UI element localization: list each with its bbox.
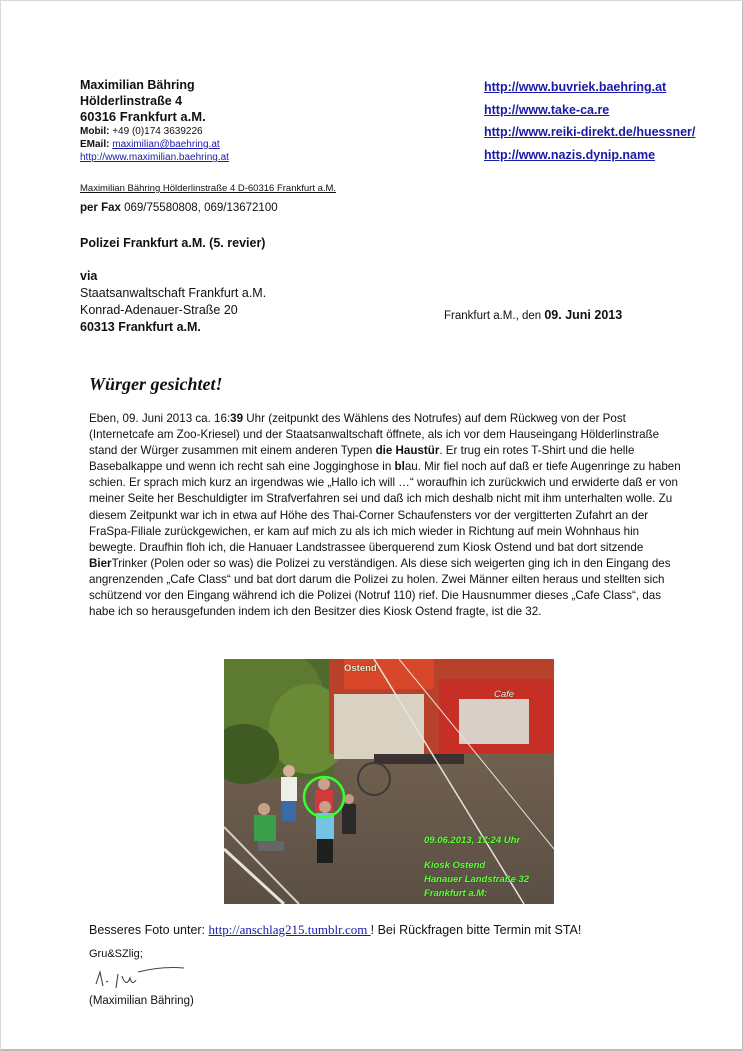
weblinks xyxy=(484,76,695,166)
date-prefix: Frankfurt a.M., den xyxy=(444,310,542,322)
weblink-take-care[interactable]: http://www.take-ca.re xyxy=(484,102,610,117)
sender-name: Maximilian Bähring xyxy=(80,78,195,92)
fax-numbers: 069/75580808, 069/13672100 xyxy=(124,202,278,214)
weblink-buvriek[interactable]: http://www.buvriek.baehring.at xyxy=(484,80,667,94)
signature-name: (Maximilian Bähring) xyxy=(89,995,194,1007)
sender-block xyxy=(80,77,229,164)
via-block xyxy=(80,268,266,336)
weblink-reiki[interactable]: http://www.reiki-direkt.de/huessner/ xyxy=(484,125,696,139)
body-part-4: au. Mir fiel noch auf daß er tiefe Augenringe zu haben schien. Er sprach mich kurz an irgendwas wie „Hallo ich will …“ woraufhin ich zurückwich und erwiderte daß er von meiner Seite her Beschuldigter im Strafverfahren sei und daß ich mich deshalb nicht mit ihm unterhalten wolle. Zu diesem Zeitpunkt war ich in etwa auf Höhe des Thai-Corner Schaufensters vor der vergitterten Zufahrt an der FraSpa-Filiale zurückgewichen, er kam auf mich zu als ich mich wieder in Richtung auf mein Wohnhaus hin bewegte. Draufhin floh ich, die Hanuaer Landstrassee überquerend zum Kiosk Ostend und bat dort sitzende xyxy=(89,460,681,554)
sender-city: 60316 Frankfurt a.M. xyxy=(80,109,206,124)
email-label: EMail: xyxy=(80,139,110,150)
recipient: Polizei Frankfurt a.M. (5. revier) xyxy=(80,236,266,250)
body-part-1: Eben, 09. Juni 2013 ca. 16: xyxy=(89,412,231,425)
fax-line xyxy=(80,202,278,214)
photo-timestamp: 09.06.2013, 17:24 Uhr xyxy=(424,835,521,846)
street-photo xyxy=(224,659,554,904)
via-line3: 60313 Frankfurt a.M. xyxy=(80,320,201,334)
sender-email xyxy=(80,138,229,151)
body-part-2: Uhr (zeitpunkt des Wählens des Notrufes) auf dem Rückweg von der Post (Internetcafe am Zoo-Kriesel) und der Staatsanwaltschaft öffnete, als ich vor dem Hauseingang Hölderlinstraße stand der Würger zusammen mit einem anderen Typen xyxy=(89,412,660,458)
cafe-sign: Cafe xyxy=(494,689,515,700)
greeting: Gru&SZlig; xyxy=(89,948,143,960)
date-line xyxy=(444,308,622,322)
sender-street: Hölderlinstraße 4 xyxy=(80,94,183,108)
photo-city: Frankfurt a.M: xyxy=(424,888,488,899)
shop-sign: Ostend xyxy=(344,663,377,674)
sender-website xyxy=(80,151,229,164)
fax-label: per Fax xyxy=(80,202,121,214)
email-link[interactable]: maximilian@baehring.at xyxy=(112,139,220,150)
footer-text-before: Besseres Foto unter: xyxy=(89,923,209,937)
body-bold-4: Bier xyxy=(89,556,112,570)
footer-photo-link[interactable]: http://anschlag215.tumblr.com xyxy=(208,922,371,937)
footer-line xyxy=(89,922,581,938)
handwritten-signature xyxy=(92,962,192,994)
footer-text-after: ! Bei Rückfragen bitte Termin mit STA! xyxy=(370,923,582,937)
website-link[interactable]: http://www.maximilian.baehring.at xyxy=(80,152,229,163)
via-line1: Staatsanwaltschaft Frankfurt a.M. xyxy=(80,286,267,300)
photo-place: Kiosk Ostend xyxy=(424,860,486,871)
via-line2: Konrad-Adenauer-Straße 20 xyxy=(80,303,238,317)
date-value: 09. Juni 2013 xyxy=(544,308,623,322)
photo-street: Hanauer Landstraße 32 xyxy=(424,874,530,885)
mobile-label: Mobil: xyxy=(80,126,110,137)
return-address: Maximilian Bähring Hölderlinstraße 4 D-60316 Frankfurt a.M. xyxy=(80,183,337,194)
body-bold-1: 39 xyxy=(230,412,244,425)
headline: Würger gesichtet! xyxy=(89,374,223,394)
sender-mobile xyxy=(80,125,229,138)
via-label: via xyxy=(80,269,98,283)
body-bold-2: die Haustür xyxy=(375,444,440,458)
mobile-number: +49 (0)174 3639226 xyxy=(112,126,203,137)
body-paragraph xyxy=(89,411,689,620)
body-part-3: . Er trug ein rotes T-Shirt und die helle Basebalkappe und wenn ich recht sah eine Jogginghose in xyxy=(89,444,635,474)
body-bold-3: bl xyxy=(394,460,405,474)
weblink-nazis[interactable]: http://www.nazis.dynip.name xyxy=(484,147,656,162)
body-part-5: Trinker (Polen oder so was) die Polizei zu verständigen. Als diese sich weigerten ging ich in den Eingang des angrenzenden „Cafe Class“ und bat dort darum die Polizei zu holen. Zwei Männer eilten heraus und stellten sich schützend vor den Eingang während ich die Polizei (Notruf 110) rief. Die Hausnummer dieses „Cafe Class“, das habe ich so herausgefunden indem ich den Besitzer dies Kiosk Ostend fragte, ist die 32. xyxy=(89,556,671,619)
